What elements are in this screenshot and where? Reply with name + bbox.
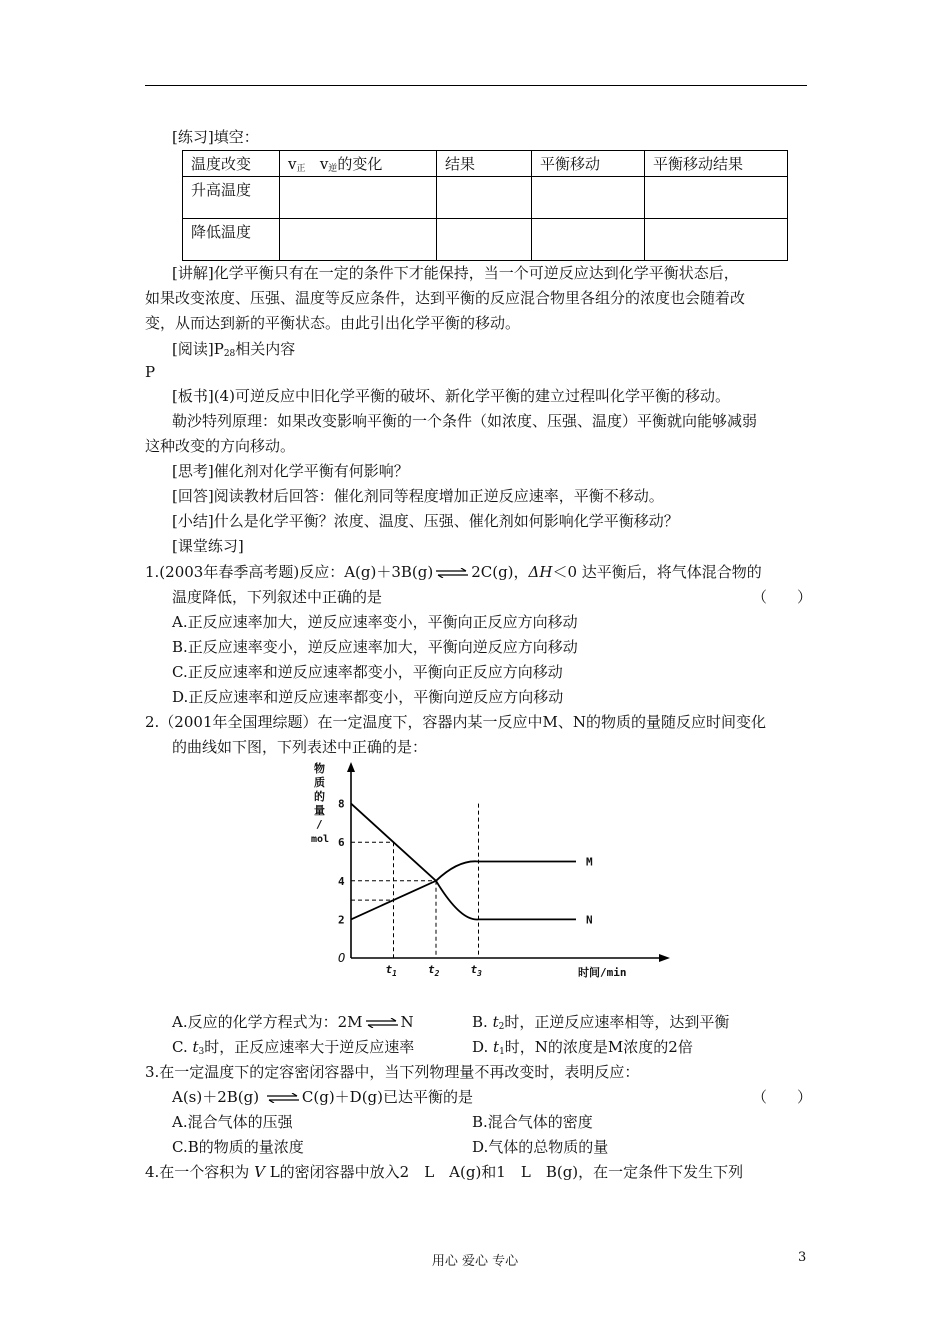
y-label — [311, 761, 329, 845]
table-cell[interactable] — [645, 219, 788, 261]
y-label-char-2: 质 — [314, 776, 325, 789]
table-cell[interactable] — [437, 219, 532, 261]
y-tick-label: 6 — [338, 836, 345, 850]
table-cell[interactable] — [437, 177, 532, 219]
exercise-table — [182, 150, 788, 261]
q3-option-c: C.B的物质的量浓度 — [172, 1138, 304, 1156]
q1-option-c: C.正反应速率和逆反应速率都变小，平衡向正反应方向移动 — [172, 663, 563, 681]
header-rule — [145, 85, 807, 86]
q1-line-1: 1.(2003年春季高考题)反应：A(g)＋3B(g) 2C(g)，ΔH＜0 达平衡后，将气体混合物的 — [145, 563, 762, 581]
q2-line-1: 2.（2001年全国理综题）在一定温度下，容器内某一反应中M、N的物质的量随反应时间变化 — [145, 713, 766, 731]
q3-option-b: B.混合气体的密度 — [472, 1113, 593, 1131]
y-label-char-1: 物 — [314, 762, 325, 775]
equilibrium-arrow-icon — [435, 568, 469, 578]
table-header-row — [183, 151, 788, 177]
q3-option-d: D.气体的总物质的量 — [472, 1138, 609, 1156]
lecture-line-3: 变，从而达到新的平衡状态。由此引出化学平衡的移动。 — [145, 314, 521, 332]
table-row — [183, 219, 788, 261]
x-axis-label: 时间/min — [578, 966, 627, 979]
page-footer: 用心 爱心 专心 — [431, 1254, 519, 1269]
exercise-label: [练习]填空： — [172, 128, 259, 146]
x-tick-label: $t_2$ — [428, 963, 440, 978]
summary-line: [小结]什么是化学平衡？浓度、温度、压强、催化剂如何影响化学平衡移动？ — [172, 512, 679, 530]
table-cell[interactable] — [280, 177, 437, 219]
y-tick-label: 8 — [338, 797, 345, 811]
q1-option-d: D.正反应速率和逆反应速率都变小，平衡向逆反应方向移动 — [172, 688, 564, 706]
table-cell[interactable] — [645, 177, 788, 219]
page-number: 3 — [798, 1250, 807, 1265]
lecture-line-2: 如果改变浓度、压强、温度等反应条件，达到平衡的反应混合物里各组分的浓度也会随着改 — [145, 289, 746, 307]
q1-option-a: A.正反应速率加大，逆反应速率变小，平衡向正反应方向移动 — [172, 613, 578, 631]
x-axis-arrow-icon — [659, 954, 670, 962]
table-header-cell: 平衡移动 — [532, 151, 645, 177]
x-tick-label: $t_1$ — [385, 963, 397, 978]
y-label-char-4: 量 — [314, 804, 325, 817]
reading-line: [阅读]$P_{28}$相关内容 — [172, 340, 296, 359]
mn-chart — [308, 758, 688, 988]
q2-option-d: D. $t_1$时，N的浓度是M浓度的2倍 — [472, 1038, 693, 1057]
q1-answer-paren[interactable]: （ ） — [752, 588, 813, 606]
equilibrium-arrow-icon — [365, 1018, 399, 1028]
class-practice-label: [课堂练习] — [172, 537, 244, 555]
table-row-label: 升高温度 — [183, 177, 280, 219]
table-row-label: 降低温度 — [183, 219, 280, 261]
table-header-cell: $v_正$ $v_逆$的变化 — [280, 151, 437, 177]
table-cell[interactable] — [532, 177, 645, 219]
y-label-char-6: mol — [311, 834, 330, 845]
y-axis-arrow-icon — [347, 762, 355, 772]
think-line: [思考]催化剂对化学平衡有何影响？ — [172, 462, 409, 480]
q1-option-b: B.正反应速率变小，逆反应速率加大，平衡向逆反应方向移动 — [172, 638, 578, 656]
table-cell[interactable] — [280, 219, 437, 261]
p-char: P — [145, 363, 156, 381]
q2-option-c: C. $t_3$时，正反应速率大于逆反应速率 — [172, 1038, 415, 1057]
q3-answer-paren[interactable]: （ ） — [752, 1088, 813, 1106]
le-chatelier-line-2: 这种改变的方向移动。 — [145, 437, 296, 455]
x-tick-label: $t_3$ — [470, 963, 482, 978]
table-header-cell: 平衡移动结果 — [645, 151, 788, 177]
chart-marks — [338, 798, 593, 978]
lecture-line-1: [讲解]化学平衡只有在一定的条件下才能保持，当一个可逆反应达到化学平衡状态后， — [172, 264, 739, 282]
table-header-cell: 结果 — [437, 151, 532, 177]
q2-line-2: 的曲线如下图，下列表述中正确的是： — [172, 738, 428, 756]
equilibrium-arrow-icon — [266, 1093, 300, 1103]
table-cell[interactable] — [532, 219, 645, 261]
q4-line-1: 4.在一个容积为 V L的密闭容器中放入2 L A(g)和1 L B(g)，在一定条件下发生下列 — [145, 1163, 744, 1181]
origin-label: O — [338, 951, 346, 965]
series-label-M: M — [586, 855, 593, 869]
y-tick-label: 2 — [338, 913, 345, 927]
y-tick-label: 4 — [338, 874, 345, 888]
table-row — [183, 177, 788, 219]
answer-line: [回答]阅读教材后回答：催化剂同等程度增加正逆反应速率，平衡不移动。 — [172, 487, 664, 505]
le-chatelier-line-1: 勒沙特列原理：如果改变影响平衡的一个条件（如浓度、压强、温度）平衡就向能够减弱 — [172, 412, 758, 430]
series-label-N: N — [586, 913, 593, 927]
q2-option-a: A.反应的化学方程式为：2M N — [172, 1013, 414, 1031]
q1-line-2: 温度降低，下列叙述中正确的是 — [172, 588, 383, 606]
q2-option-b: B. $t_2$时，正逆反应速率相等，达到平衡 — [472, 1013, 730, 1032]
table-header-cell: 温度改变 — [183, 151, 280, 177]
q3-line-1: 3.在一定温度下的定容密闭容器中，当下列物理量不再改变时，表明反应： — [145, 1063, 640, 1081]
series-line-M — [351, 861, 576, 919]
y-label-char-5: / — [316, 818, 323, 831]
board-line: [板书](4)可逆反应中旧化学平衡的破坏、新化学平衡的建立过程叫化学平衡的移动。 — [172, 387, 730, 405]
q3-line-2: A(s)＋2B(g) C(g)＋D(g)已达平衡的是 — [172, 1088, 474, 1106]
q3-option-a: A.混合气体的压强 — [172, 1113, 293, 1131]
y-label-char-3: 的 — [314, 790, 325, 803]
